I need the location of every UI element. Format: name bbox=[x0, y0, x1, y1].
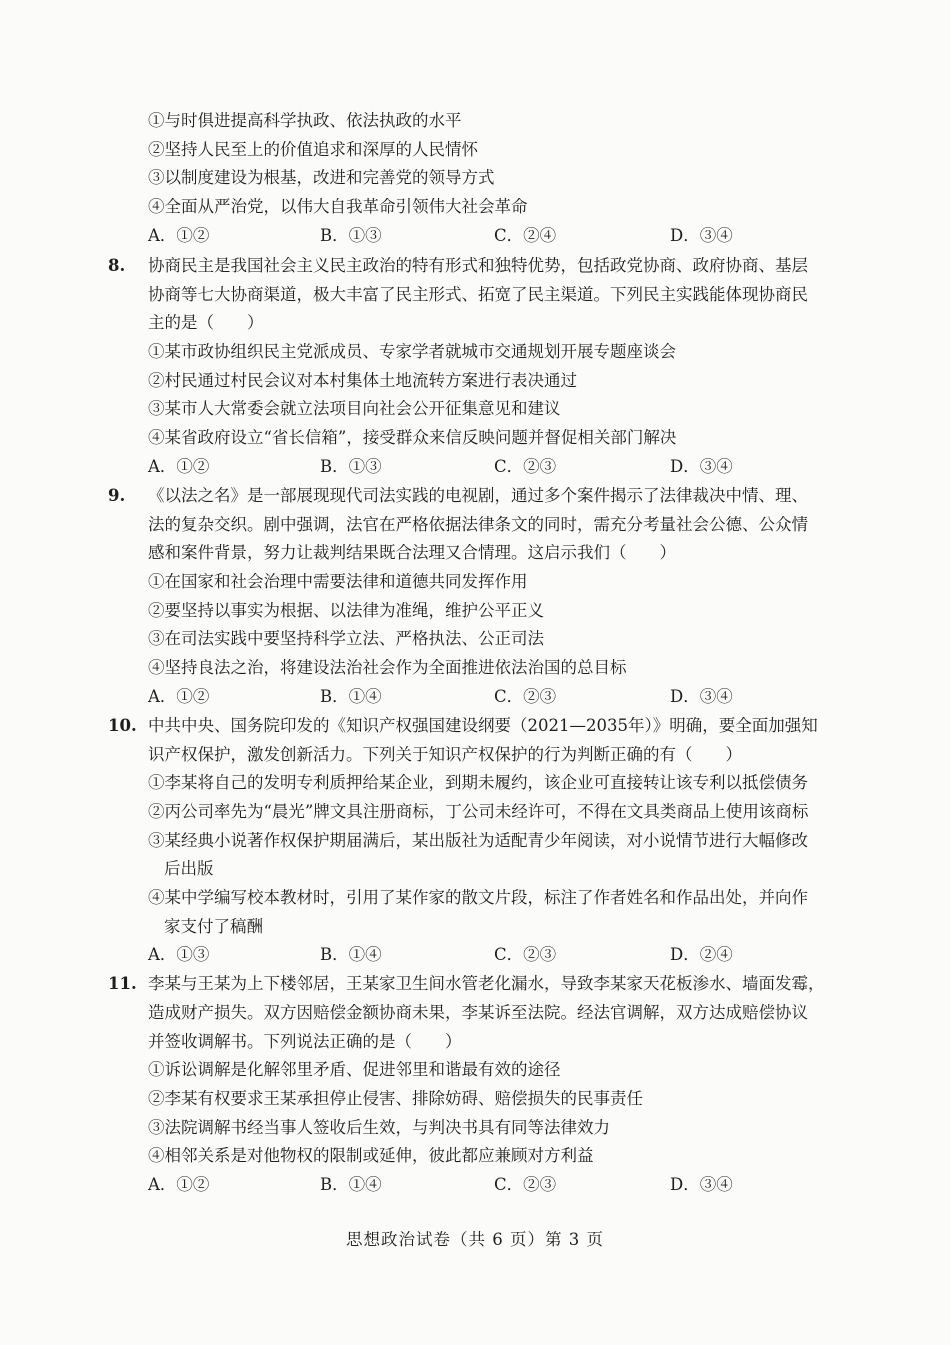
q9-item-4: ④坚持良法之治，将建设法治社会作为全面推进依法治国的总目标 bbox=[148, 658, 627, 677]
q7-item-4: ④全面从严治党，以伟大自我革命引领伟大社会革命 bbox=[148, 197, 528, 216]
q11-option-c: C．②③ bbox=[494, 1175, 557, 1194]
q9-option-b: B．①④ bbox=[320, 687, 382, 706]
q8-stem-line-3: 主的是（ ） bbox=[148, 313, 264, 332]
q10-option-a: A．①③ bbox=[148, 945, 210, 964]
q11-option-b: B．①④ bbox=[320, 1175, 382, 1194]
q8-stem-line-2: 协商等七大协商渠道，极大丰富了民主形式、拓宽了民主渠道。下列民主实践能体现协商民 bbox=[148, 285, 808, 304]
q7-item-1: ①与时俱进提高科学执政、依法执政的水平 bbox=[148, 111, 462, 130]
q7-option-b: B．①③ bbox=[320, 226, 382, 245]
q8-item-2: ②村民通过村民会议对本村集体土地流转方案进行表决通过 bbox=[148, 371, 577, 390]
q8-item-4: ④某省政府设立“省长信箱”，接受群众来信反映问题并督促相关部门解决 bbox=[148, 428, 677, 447]
q11-item-2: ②李某有权要求王某承担停止侵害、排除妨碍、赔偿损失的民事责任 bbox=[148, 1089, 643, 1108]
q10-item-3-cont: 后出版 bbox=[164, 859, 214, 878]
q10-item-2: ②丙公司率先为“晨光”牌文具注册商标，丁公司未经许可，不得在文具类商品上使用该商标 bbox=[148, 802, 809, 821]
q8-item-1: ①某市政协组织民主党派成员、专家学者就城市交通规划开展专题座谈会 bbox=[148, 342, 676, 361]
q9-option-c: C．②③ bbox=[494, 687, 557, 706]
q10-stem-line-2: 识产权保护，激发创新活力。下列关于知识产权保护的行为判断正确的有（ ） bbox=[148, 745, 742, 764]
q9-item-1: ①在国家和社会治理中需要法律和道德共同发挥作用 bbox=[148, 572, 528, 591]
q10-option-c: C．②③ bbox=[494, 945, 557, 964]
q11-option-d: D．③④ bbox=[670, 1175, 733, 1194]
q7-item-3: ③以制度建设为根基，改进和完善党的领导方式 bbox=[148, 168, 495, 187]
q11-stem-line-2: 造成财产损失。双方因赔偿金额协商未果，李某诉至法院。经法官调解，双方达成赔偿协议 bbox=[148, 1003, 808, 1022]
q7-option-a: A．①② bbox=[148, 226, 210, 245]
q11-option-a: A．①② bbox=[148, 1175, 210, 1194]
q9-option-a: A．①② bbox=[148, 687, 210, 706]
q7-option-c: C．②④ bbox=[494, 226, 557, 245]
q11-number: 11. bbox=[108, 974, 137, 993]
q8-option-c: C．②③ bbox=[494, 457, 557, 476]
q8-option-b: B．①③ bbox=[320, 457, 382, 476]
q9-item-2: ②要坚持以事实为根据、以法律为准绳，维护公平正义 bbox=[148, 601, 544, 620]
q9-stem-line-1: 《以法之名》是一部展现现代司法实践的电视剧，通过多个案件揭示了法律裁决中情、理、 bbox=[148, 486, 808, 505]
q11-stem-line-3: 并签收调解书。下列说法正确的是（ ） bbox=[148, 1032, 462, 1051]
q10-number: 10. bbox=[108, 716, 137, 735]
q10-stem-line-1: 中共中央、国务院印发的《知识产权强国建设纲要（2021—2035年）》明确，要全面加强知 bbox=[148, 716, 818, 735]
q10-item-4: ④某中学编写校本教材时，引用了某作家的散文片段，标注了作者姓名和作品出处，并向作 bbox=[148, 888, 808, 907]
q9-item-3: ③在司法实践中要坚持科学立法、严格执法、公正司法 bbox=[148, 629, 544, 648]
q10-item-3: ③某经典小说著作权保护期届满后，某出版社为适配青少年阅读，对小说情节进行大幅修改 bbox=[148, 831, 808, 850]
q8-stem-line-1: 协商民主是我国社会主义民主政治的特有形式和独特优势，包括政党协商、政府协商、基层 bbox=[148, 256, 808, 275]
q8-option-a: A．①② bbox=[148, 457, 210, 476]
q10-option-d: D．②④ bbox=[670, 945, 733, 964]
q11-item-4: ④相邻关系是对他物权的限制或延伸，彼此都应兼顾对方利益 bbox=[148, 1146, 594, 1165]
q10-item-1: ①李某将自己的发明专利质押给某企业，到期未履约，该企业可直接转让该专利以抵偿债务 bbox=[148, 773, 808, 792]
q11-item-3: ③法院调解书经当事人签收后生效，与判决书具有同等法律效力 bbox=[148, 1118, 610, 1137]
q10-option-b: B．①④ bbox=[320, 945, 382, 964]
q11-item-1: ①诉讼调解是化解邻里矛盾、促进邻里和谐最有效的途径 bbox=[148, 1060, 561, 1079]
q9-stem-line-3: 感和案件背景，努力让裁判结果既合法理又合情理。这启示我们（ ） bbox=[148, 543, 676, 562]
page-footer: 思想政治试卷（共 6 页）第 3 页 bbox=[346, 1230, 604, 1249]
q10-item-4-cont: 家支付了稿酬 bbox=[164, 917, 263, 936]
q7-option-d: D．③④ bbox=[670, 226, 733, 245]
q8-option-d: D．③④ bbox=[670, 457, 733, 476]
q8-item-3: ③某市人大常委会就立法项目向社会公开征集意见和建议 bbox=[148, 399, 561, 418]
q8-number: 8. bbox=[108, 256, 126, 275]
q9-option-d: D．③④ bbox=[670, 687, 733, 706]
q11-stem-line-1: 李某与王某为上下楼邻居，王某家卫生间水管老化漏水，导致李某家天花板渗水、墙面发霉， bbox=[148, 974, 825, 993]
q9-number: 9. bbox=[108, 486, 126, 505]
q7-item-2: ②坚持人民至上的价值追求和深厚的人民情怀 bbox=[148, 140, 478, 159]
q9-stem-line-2: 法的复杂交织。剧中强调，法官在严格依据法律条文的同时，需充分考量社会公德、公众情 bbox=[148, 515, 808, 534]
